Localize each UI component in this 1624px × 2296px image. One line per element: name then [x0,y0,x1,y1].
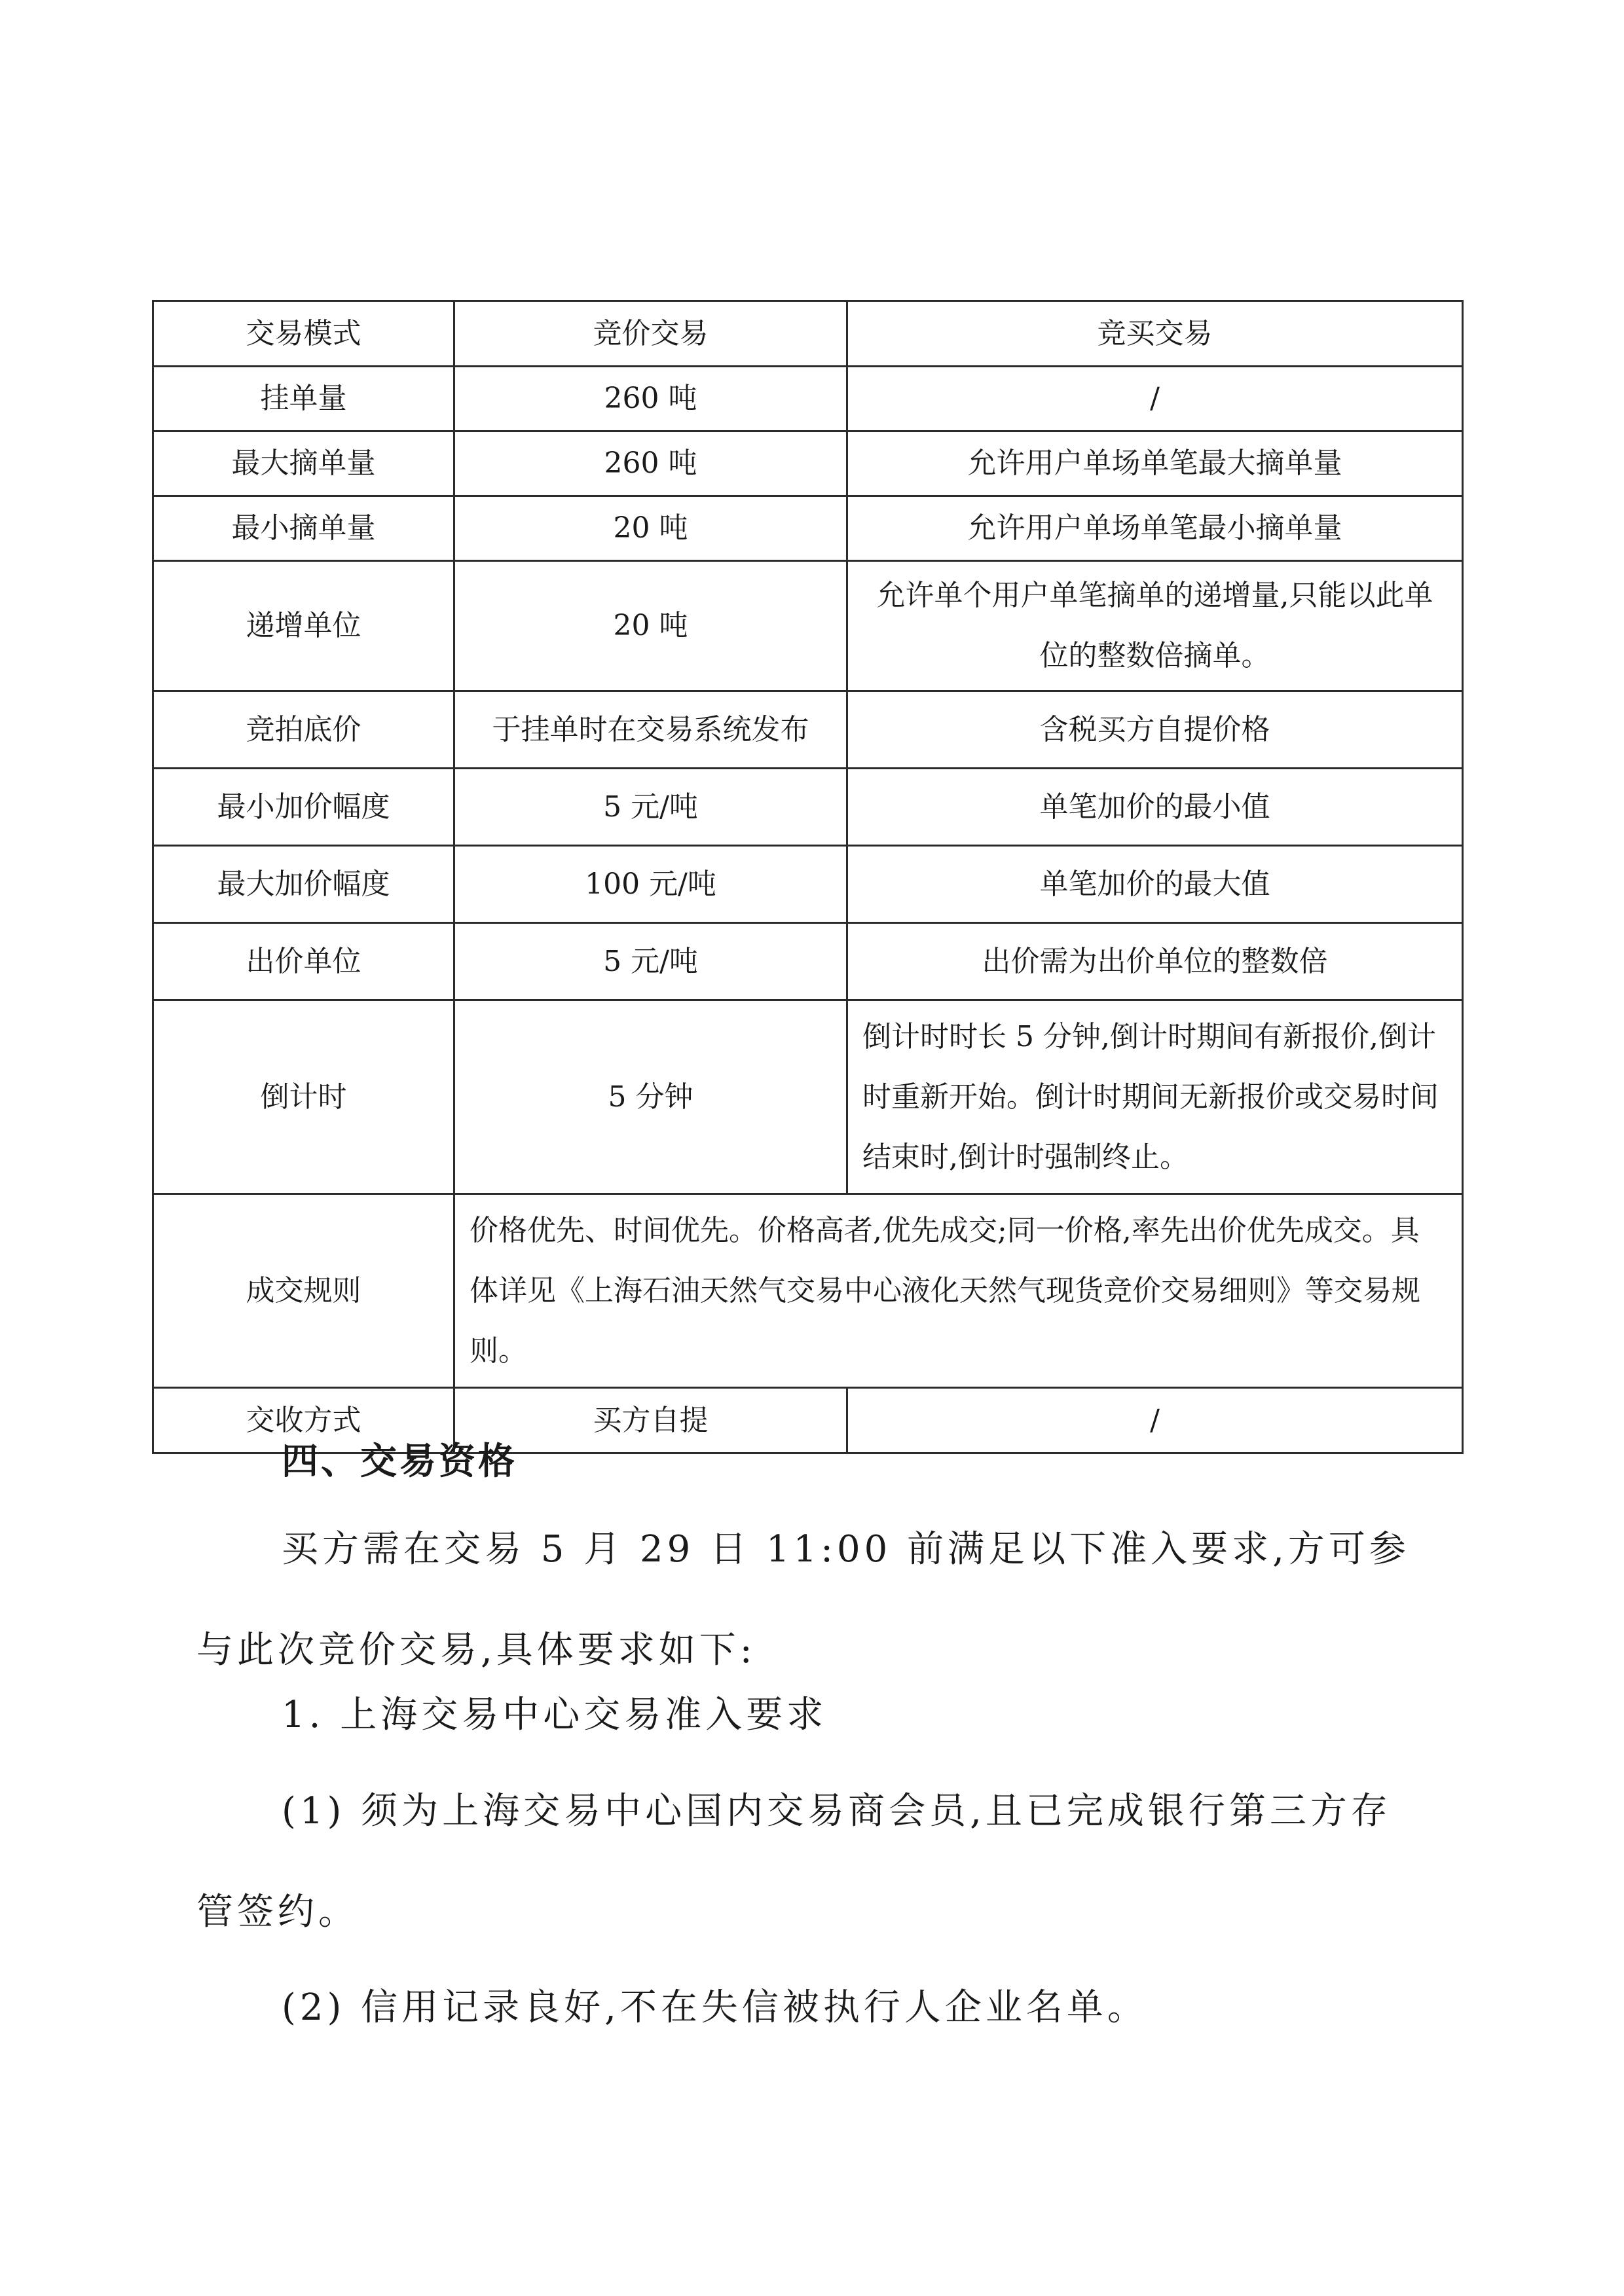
row-value: 5 元/吨 [454,923,847,1000]
row-value: 买方自提 [454,1388,847,1453]
row-note: 允许用户单场单笔最大摘单量 [847,431,1463,496]
row-label: 倒计时 [153,1000,454,1194]
table-header-row [153,301,1463,367]
row-label: 出价单位 [153,923,454,1000]
row-value: 于挂单时在交易系统发布 [454,691,847,769]
header-cell: 交易模式 [153,301,454,367]
row-note: 允许单个用户单笔摘单的递增量,只能以此单位的整数倍摘单。 [847,561,1463,691]
header-cell: 竞买交易 [847,301,1463,367]
header-cell: 竞价交易 [454,301,847,367]
sub-requirement-1 [196,1761,1421,1963]
row-note: 出价需为出价单位的整数倍 [847,923,1463,1000]
row-note: / [847,1388,1463,1453]
row-value: 20 吨 [454,496,847,561]
table-row [153,923,1463,1000]
intro-paragraph [196,1499,1421,1701]
row-value: 260 吨 [454,367,847,431]
row-note: / [847,367,1463,431]
row-note: 单笔加价的最大值 [847,846,1463,923]
row-label: 挂单量 [153,367,454,431]
row-label: 递增单位 [153,561,454,691]
row-label: 最小摘单量 [153,496,454,561]
deal-rule-text: 价格优先、时间优先。价格高者,优先成交;同一价格,率先出价优先成交。具体详见《上海石油天然气交易中心液化天然气现货竞价交易细则》等交易规则。 [454,1194,1463,1388]
table-row [153,769,1463,846]
sub-requirement-text: (1) 须为上海交易中心国内交易商会员,且已完成银行第三方存管签约。 [196,1790,1392,1933]
table-row [153,846,1463,923]
row-label: 成交规则 [153,1194,454,1388]
row-label: 竞拍底价 [153,691,454,769]
row-value: 20 吨 [454,561,847,691]
table-row [153,1000,1463,1194]
table-row [153,367,1463,431]
row-note: 倒计时时长 5 分钟,倒计时期间有新报价,倒计时重新开始。倒计时期间无新报价或交易时间结束时,倒计时强制终止。 [847,1000,1463,1194]
sub-requirement-2 [196,1958,1421,2058]
requirement-item: 1. 上海交易中心交易准入要求 [282,1694,828,1736]
row-value: 100 元/吨 [454,846,847,923]
table-row [153,496,1463,561]
section-title: 四、交易资格 [282,1440,517,1483]
table-row [153,561,1463,691]
table-row [153,691,1463,769]
row-value: 260 吨 [454,431,847,496]
row-label: 最大加价幅度 [153,846,454,923]
intro-text: 买方需在交易 5 月 29 日 11:00 前满足以下准入要求,方可参与此次竞价交易,具体要求如下: [196,1528,1410,1671]
table-row [153,1194,1463,1388]
row-value: 5 元/吨 [454,769,847,846]
sub-requirement-text: (2) 信用记录良好,不在失信被执行人企业名单。 [282,1986,1148,2029]
row-note: 单笔加价的最小值 [847,769,1463,846]
row-note: 允许用户单场单笔最小摘单量 [847,496,1463,561]
trade-spec-table [152,300,1464,1454]
row-note: 含税买方自提价格 [847,691,1463,769]
table-row [153,431,1463,496]
row-value: 5 分钟 [454,1000,847,1194]
row-label: 最小加价幅度 [153,769,454,846]
row-label: 交收方式 [153,1388,454,1453]
row-label: 最大摘单量 [153,431,454,496]
